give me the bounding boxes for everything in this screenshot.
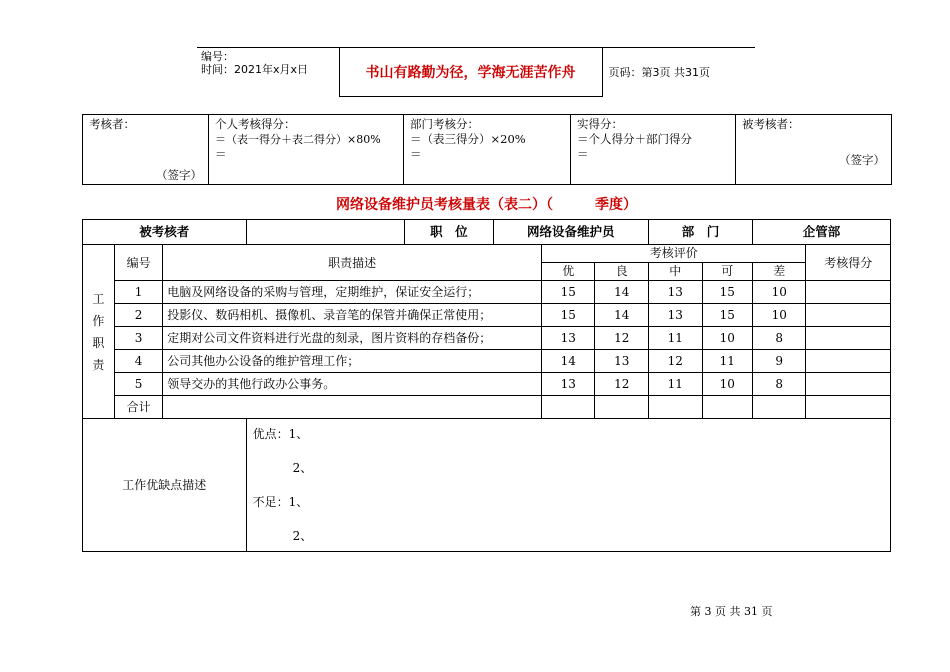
row-desc: 定期对公司文件资料进行光盘的刻录，图片资料的存档备份；: [163, 327, 542, 350]
pros-line-2: 2、: [292, 461, 313, 475]
row-grade: 8: [752, 327, 806, 350]
total-label: 合计: [114, 396, 162, 419]
section-label: [83, 245, 115, 419]
grade-fair: 可: [702, 263, 752, 281]
section-label-text: 工作职责: [92, 291, 105, 372]
assessor-sign: （签字）: [156, 168, 202, 182]
total-desc: [163, 396, 542, 419]
actual-score-eq: ＝: [577, 147, 589, 161]
total-grade: [752, 396, 806, 419]
table-row: [83, 327, 891, 350]
table-row: [83, 373, 891, 396]
total-grade: [649, 396, 703, 419]
header-motto: 书山有路勤为径，学海无涯苦作舟: [339, 48, 602, 97]
row-grade: 15: [541, 281, 595, 304]
col-desc-header: 职责描述: [163, 245, 542, 281]
assessor-label: 考核者：: [89, 117, 135, 131]
row-desc: 领导交办的其他行政办公事务。: [163, 373, 542, 396]
number-label: 编号：: [201, 50, 234, 63]
row-no: 1: [114, 281, 162, 304]
assessee-label: 被考核者：: [742, 117, 800, 131]
dept-score-title: 部门考核分：: [410, 117, 479, 131]
col-no-header: 编号: [114, 245, 162, 281]
table-row: [83, 350, 891, 373]
table-row: [83, 304, 891, 327]
total-grade: [595, 396, 649, 419]
dept-score-eq: ＝: [410, 147, 422, 161]
row-score[interactable]: [806, 373, 891, 396]
row-grade: 11: [649, 373, 703, 396]
actual-score-title: 实得分：: [577, 117, 623, 131]
row-grade: 10: [752, 281, 806, 304]
row-grade: 15: [702, 304, 752, 327]
row-grade: 13: [649, 281, 703, 304]
pros-line-1: 优点：1、: [252, 427, 309, 441]
table-row: [83, 281, 891, 304]
row-grade: 13: [541, 373, 595, 396]
row-grade: 10: [702, 373, 752, 396]
form-title: 网络设备维护员考核量表（表二）（ 季度）: [336, 197, 637, 213]
assessor-cell: [83, 115, 209, 185]
row-grade: 15: [702, 281, 752, 304]
grade-good: 良: [595, 263, 649, 281]
personal-score-title: 个人考核得分：: [215, 117, 296, 131]
row-grade: 10: [752, 304, 806, 327]
dept-label-cell: 部 门: [649, 220, 753, 245]
row-grade: 13: [649, 304, 703, 327]
dept-value-cell: 企管部: [752, 220, 890, 245]
page-footer: 第 3 页 共 31 页: [690, 605, 773, 618]
row-score[interactable]: [806, 281, 891, 304]
notes-label: 工作优缺点描述: [83, 419, 247, 552]
row-grade: 10: [702, 327, 752, 350]
row-desc: 投影仪、数码相机、摄像机、录音笔的保管并确保正常使用；: [163, 304, 542, 327]
header-band: [197, 47, 755, 97]
row-grade: 8: [752, 373, 806, 396]
assessee-cell: [736, 115, 892, 185]
row-no: 2: [114, 304, 162, 327]
assessee-sign: （签字）: [839, 153, 885, 167]
header-meta: [197, 48, 339, 97]
header-page: 页码：第3页 共31页: [602, 48, 755, 97]
row-no: 5: [114, 373, 162, 396]
total-grade: [702, 396, 752, 419]
row-score[interactable]: [806, 304, 891, 327]
grade-medium: 中: [649, 263, 703, 281]
personal-score-eq: ＝: [215, 147, 227, 161]
row-grade: 14: [595, 304, 649, 327]
position-label-cell: 职 位: [405, 220, 494, 245]
row-grade: 14: [595, 281, 649, 304]
notes-content[interactable]: [246, 419, 890, 552]
dept-score-formula: ＝（表三得分）×20%: [410, 132, 526, 146]
row-score[interactable]: [806, 350, 891, 373]
grade-poor: 差: [752, 263, 806, 281]
total-row: [83, 396, 891, 419]
row-no: 3: [114, 327, 162, 350]
assessee-label-cell: 被考核者: [83, 220, 247, 245]
row-grade: 14: [541, 350, 595, 373]
actual-score-formula: ＝个人得分＋部门得分: [577, 132, 692, 146]
row-score[interactable]: [806, 327, 891, 350]
row-grade: 12: [649, 350, 703, 373]
dept-score-cell: [404, 115, 571, 185]
row-grade: 15: [541, 304, 595, 327]
row-grade: 9: [752, 350, 806, 373]
row-grade: 11: [649, 327, 703, 350]
row-grade: 13: [595, 350, 649, 373]
total-grade: [541, 396, 595, 419]
row-no: 4: [114, 350, 162, 373]
row-grade: 13: [541, 327, 595, 350]
time-label: 时间：2021年x月x日: [201, 63, 309, 76]
signature-table: [82, 114, 892, 185]
cons-line-1: 不足：1、: [252, 495, 309, 509]
total-score[interactable]: [806, 396, 891, 419]
row-grade: 12: [595, 327, 649, 350]
actual-score-cell: [571, 115, 736, 185]
row-grade: 11: [702, 350, 752, 373]
assessment-table: [82, 219, 891, 552]
position-value-cell: 网络设备维护员: [493, 220, 648, 245]
personal-score-formula: ＝（表一得分＋表二得分）×80%: [215, 133, 381, 146]
col-eval-header: 考核评价: [541, 245, 806, 263]
row-desc: 电脑及网络设备的采购与管理，定期维护，保证安全运行；: [163, 281, 542, 304]
col-score-header: 考核得分: [806, 245, 891, 281]
row-grade: 12: [595, 373, 649, 396]
personal-score-cell: [209, 115, 404, 185]
grade-excellent: 优: [541, 263, 595, 281]
assessee-value-cell: [246, 220, 404, 245]
cons-line-2: 2、: [292, 529, 313, 543]
row-desc: 公司其他办公设备的维护管理工作；: [163, 350, 542, 373]
